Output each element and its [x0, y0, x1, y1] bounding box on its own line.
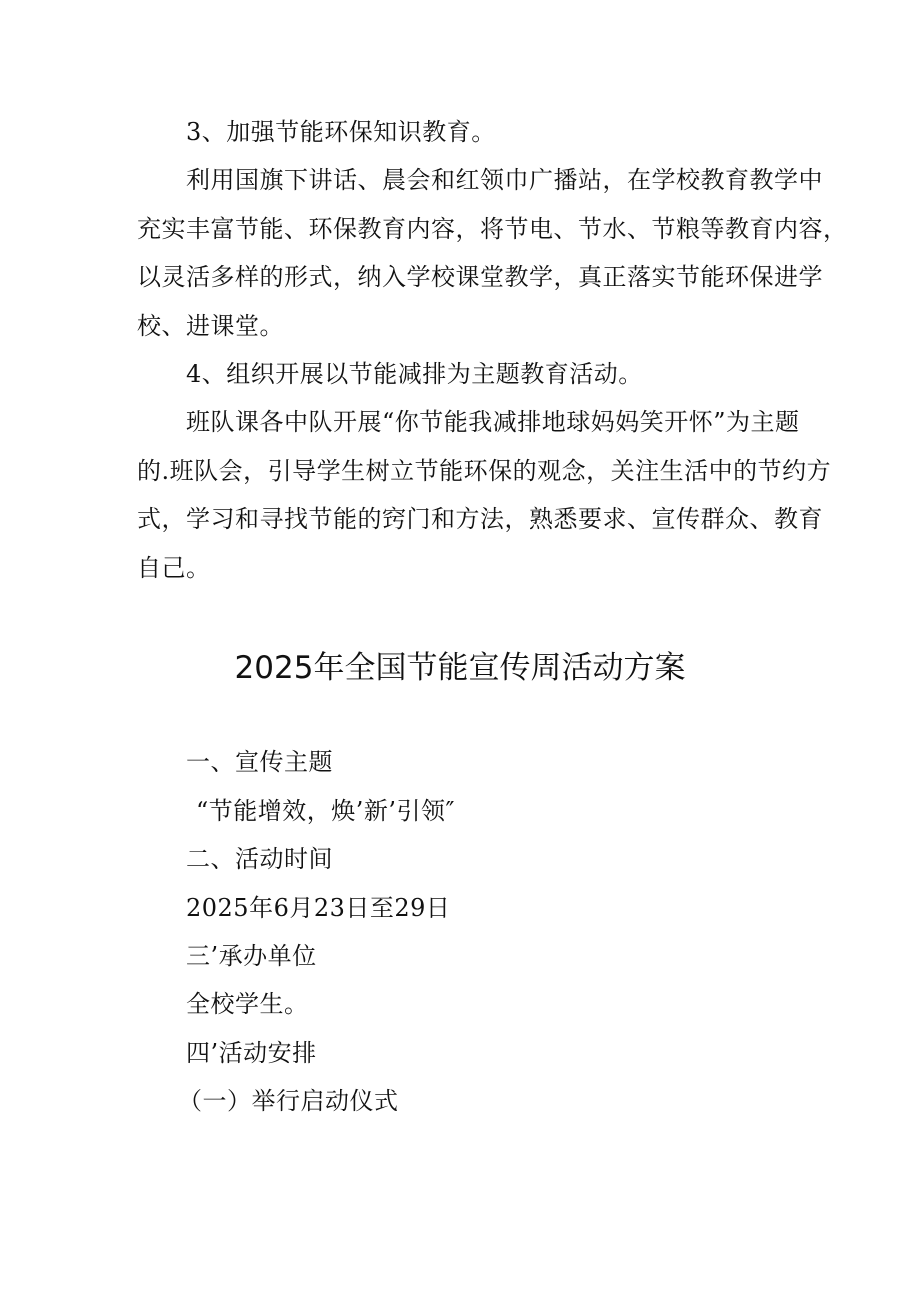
document-title: 2025年全国节能宣传周活动方案: [234, 650, 686, 686]
arrangement-subheading: （一）举行启动仪式: [178, 1087, 399, 1115]
item3-paragraph-line: 以灵活多样的形式，纳入学校课堂教学，真正落实节能环保进学: [137, 263, 823, 291]
item4-heading: 4、组织开展以节能减排为主题教育活动。: [186, 360, 643, 388]
item4-paragraph-line: 式，学习和寻找节能的窍门和方法，熟悉要求、宣传群众、教育: [137, 505, 823, 533]
organizer-text: 全校学生。: [186, 990, 309, 1018]
theme-heading: 一、宣传主题: [186, 748, 333, 776]
time-heading: 二、活动时间: [186, 845, 333, 873]
item4-paragraph-line: 班队课各中队开展“你节能我减排地球妈妈笑开怀”为主题: [186, 408, 800, 436]
item4-paragraph-line: 的.班队会，引导学生树立节能环保的观念，关注生活中的节约方: [137, 457, 832, 485]
item3-paragraph-line: 充实丰富节能、环保教育内容，将节电、节水、节粮等教育内容，: [137, 215, 848, 243]
arrangement-heading: 四’活动安排: [186, 1039, 317, 1067]
item3-paragraph-line: 校、进课堂。: [137, 312, 284, 340]
item3-heading: 3、加强节能环保知识教育。: [186, 118, 496, 146]
theme-text: “节能增效，焕’新’引领″: [196, 797, 455, 825]
organizer-heading: 三’承办单位: [186, 942, 317, 970]
time-text: 2025年6月23日至29日: [186, 894, 451, 922]
item3-paragraph-line: 利用国旗下讲话、晨会和红领巾广播站，在学校教育教学中: [186, 166, 823, 194]
item4-paragraph-line: 自己。: [137, 554, 211, 582]
